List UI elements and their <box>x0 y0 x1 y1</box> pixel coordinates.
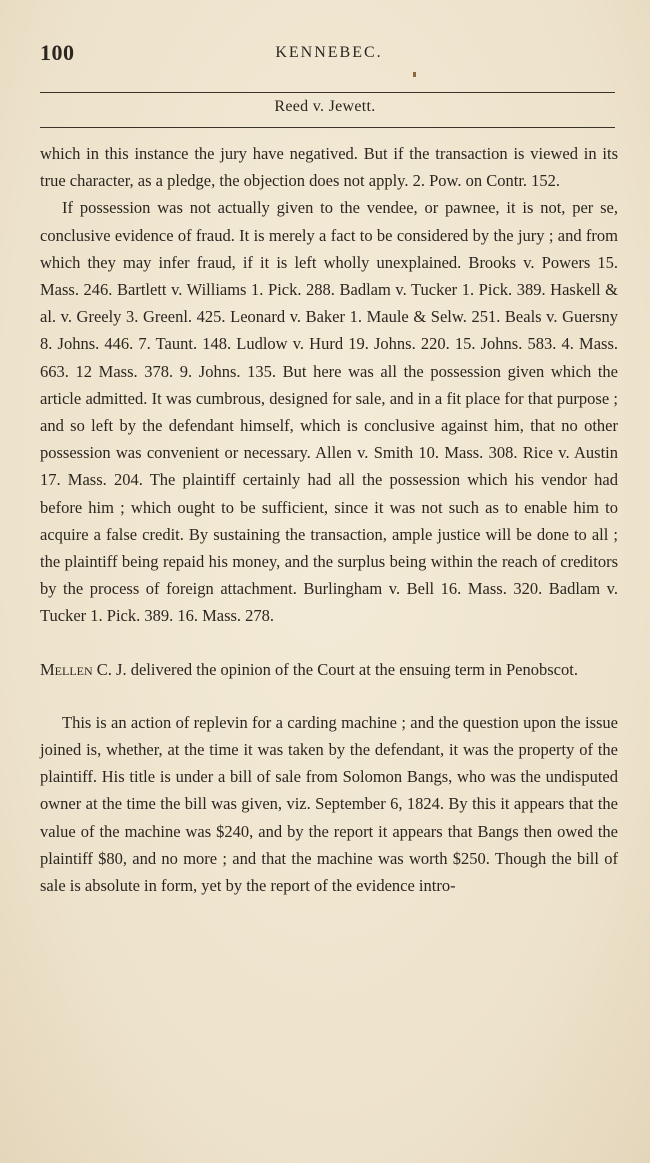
paragraph-argument-end: which in this instance the jury have negatived. But if the transaction is viewed in its true character, as a pledge, the objection does not apply. 2. Pow. on Contr. 152. <box>40 144 618 191</box>
paragraph-possession: If possession was not actually given to the vendee, or pawnee, it is not, per se, conclusive evidence of fraud. It is merely a fact to be considered by the jury ; and from which they may infer fraud, if it is left wholly unexplained. Brooks v. Powers 15. Mass. 246. Bartlett v. Williams 1. Pick. 288. Badlam v. Tucker 1. Pick. 389. Haskell & al. v. Greely 3. Greenl. 425. Leonard v. Baker 1. Maule & Selw. 251. Beals v. Guersny 8. Johns. 446. 7. Taunt. 148. Ludlow v. Hurd 19. Johns. 220. 15. Johns. 583. 4. Mass. 663. 12 Mass. 378. 9. Johns. 135. But here was all the possession given which the article admitted. It was cumbrous, designed for sale, and in a fit place for that purpose ; and so left by the defendant himself, which is conclusive against him, that no other possession was convenient or necessary. Allen v. Smith 10. Mass. 308. Rice v. Austin 17. Mass. 204. The plaintiff certainly had all the possession which his vendor had before him ; which ought to be sufficient, since it was not such as to enable him to acquire a false credit. By sustaining the transaction, ample justice will be done to all ; the plaintiff being repaid his money, and the surplus being within the reach of creditors by the process of foreign attachment. Burlingham v. Bell 16. Mass. 320. Badlam v. Tucker 1. Pick. 389. 16. Mass. 278. <box>40 198 618 626</box>
paragraph-gap <box>40 630 618 656</box>
running-head: KENNEBEC. <box>275 44 383 61</box>
case-title: Reed v. Jewett. <box>274 98 376 115</box>
page-header <box>40 40 618 70</box>
header-rule-top <box>40 92 615 93</box>
paragraph-opinion: This is an action of replevin for a carding machine ; and the question upon the issue joined is, whether, at the time it was taken by the defendant, it was the property of the plaintiff. His title is under a bill of sale from Solomon Bangs, who was the undisputed owner at the time the bill was given, viz. September 6, 1824. By this it appears that the value of the machine was $240, and by the report it appears that Bangs then owed the plaintiff $80, and no more ; and that the machine was worth $250. Though the bill of sale is absolute in form, yet by the report of the evidence intro- <box>40 712 618 896</box>
paragraph-opinion-intro <box>40 656 618 683</box>
opinion-intro-text: C. J. delivered the opinion of the Court at the ensuing term in Penobscot. <box>92 659 578 679</box>
body-text <box>40 140 618 899</box>
header-rule-bottom <box>40 127 615 128</box>
page-number: 100 <box>40 40 75 65</box>
ink-speck <box>413 72 416 77</box>
paragraph-gap <box>40 683 618 709</box>
judge-name: Mellen <box>40 659 93 679</box>
